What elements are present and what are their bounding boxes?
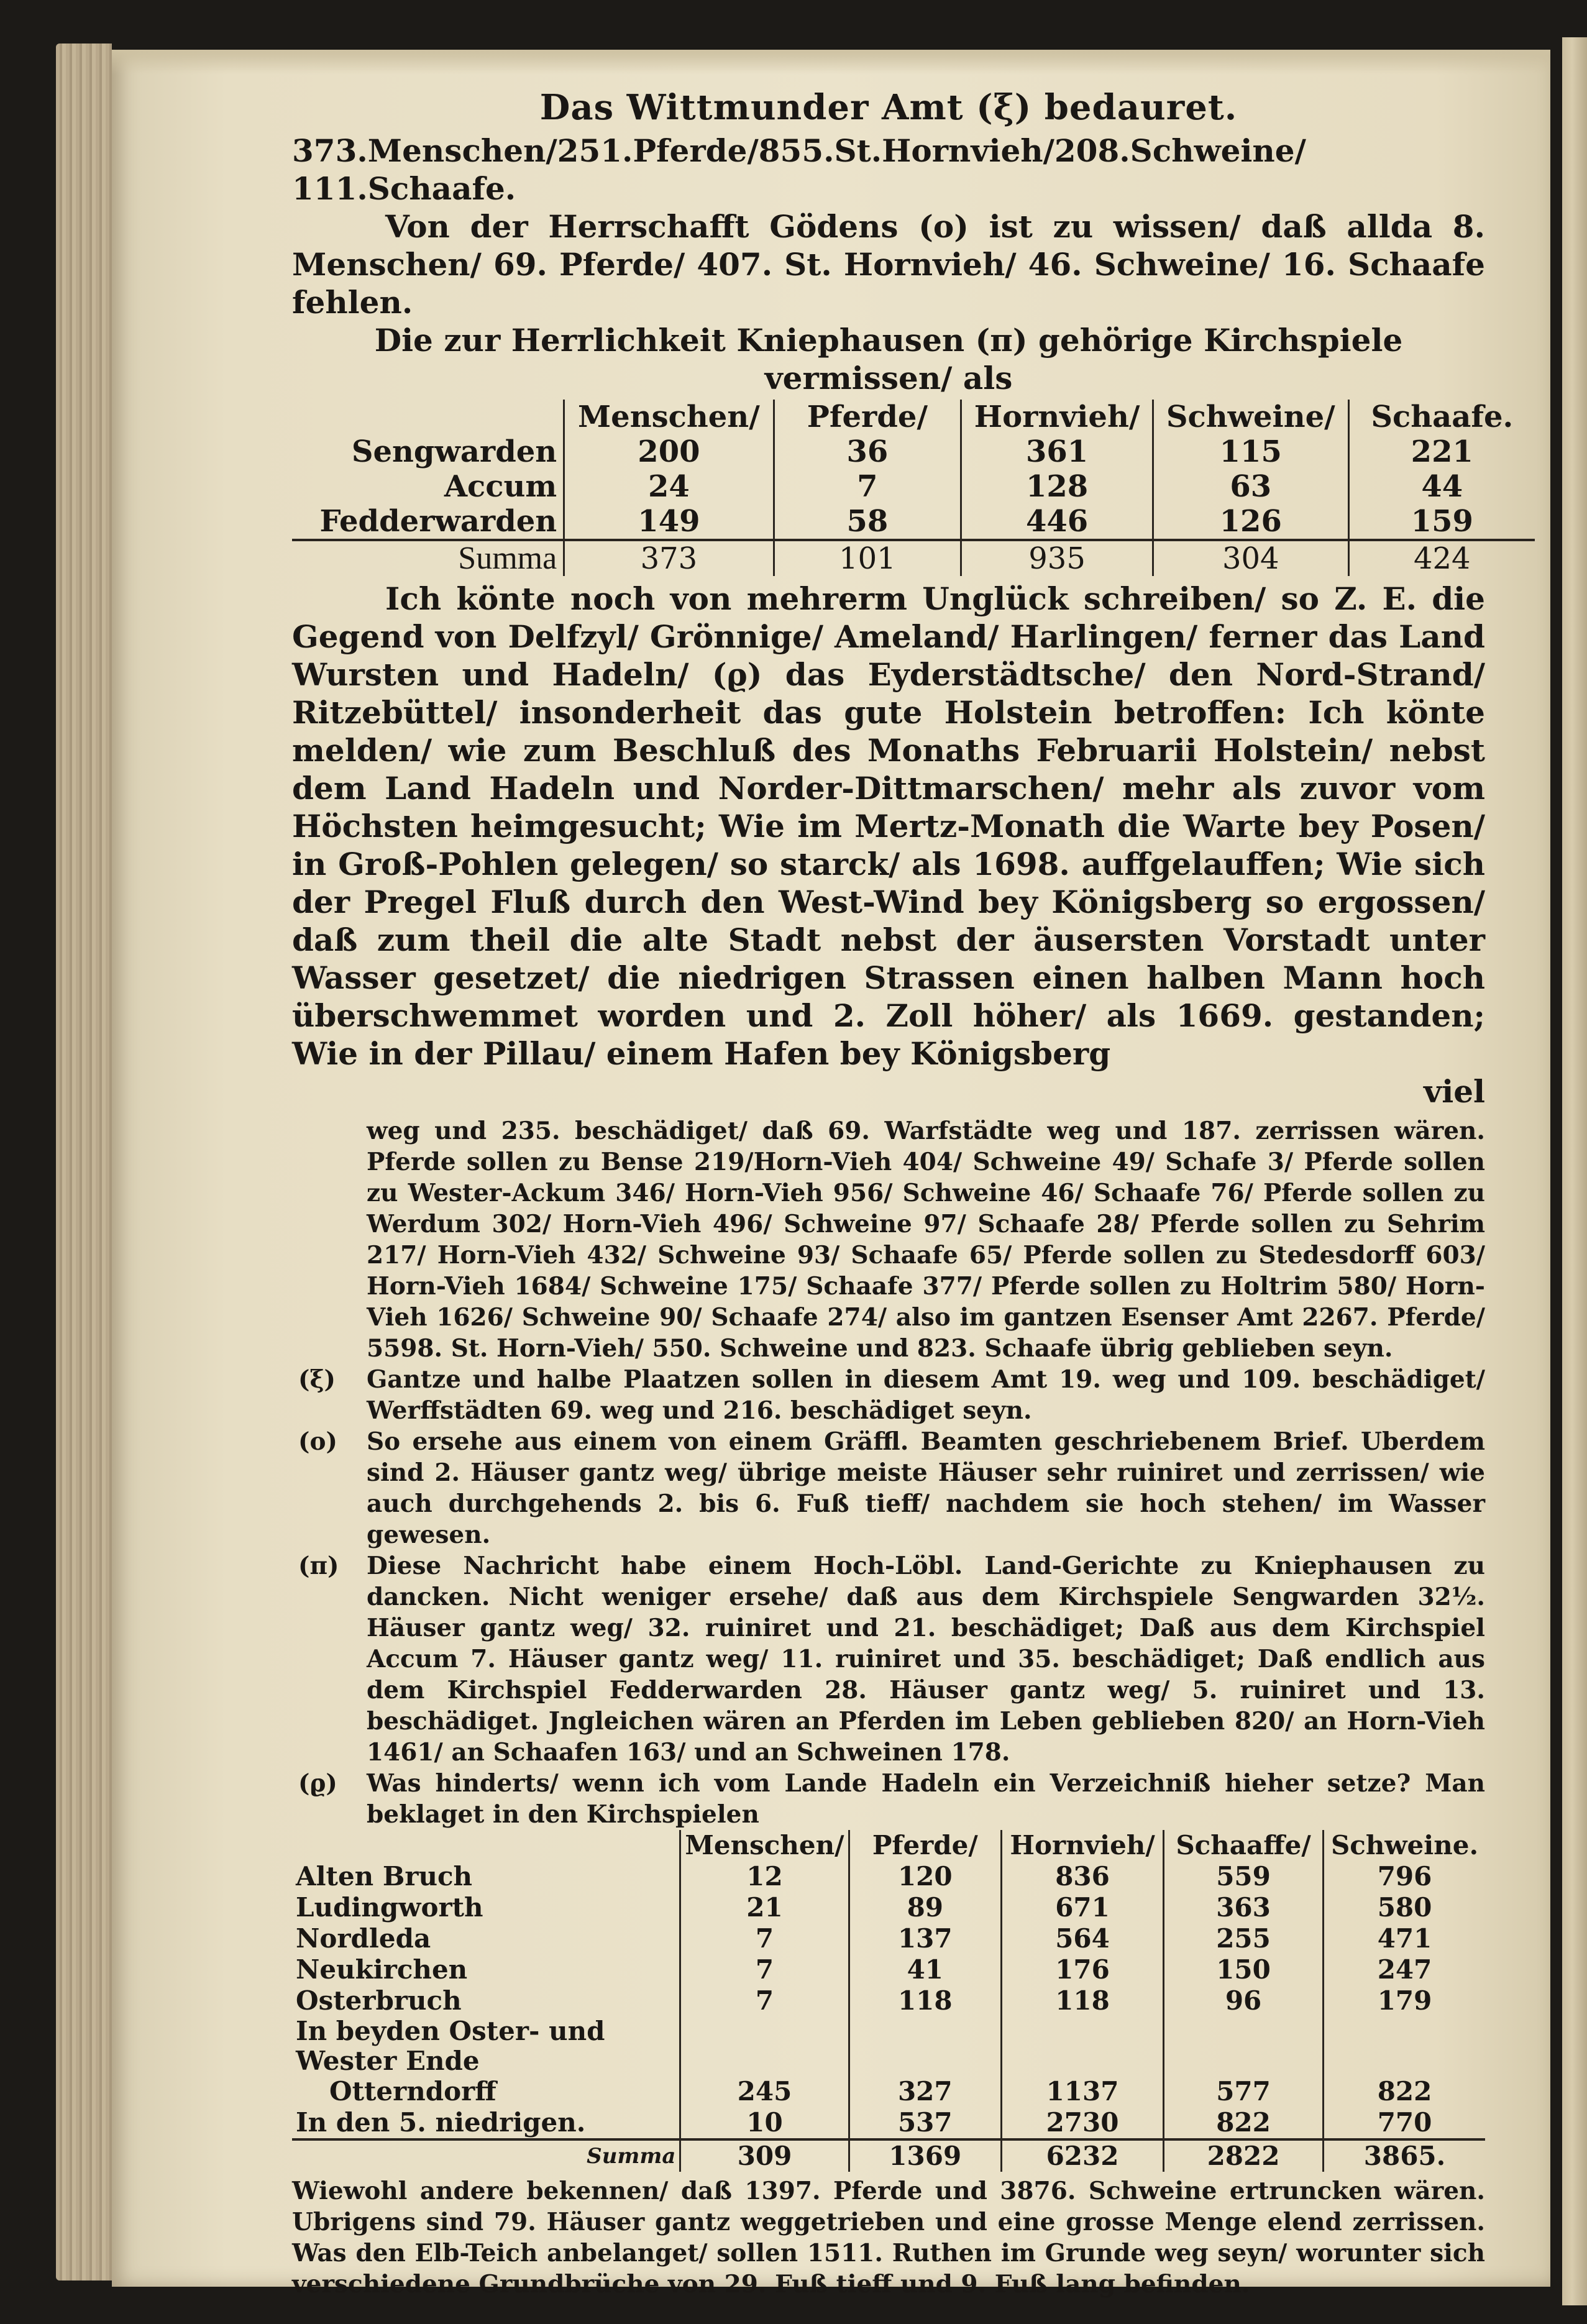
table-header: Hornvieh/	[961, 400, 1153, 434]
sum-label: Summa	[292, 540, 564, 576]
table-row	[292, 1954, 1485, 1985]
table-row	[292, 2076, 1485, 2107]
table-cell: 126	[1153, 504, 1348, 540]
sum-label: Summa	[292, 2139, 680, 2172]
footnote-text: Was hinderts/ wenn ich vom Lande Hadeln ein Verzeichniß hieher setze? Man beklaget in den Kirchspielen	[367, 1769, 1485, 1829]
table-cell: 12	[680, 1861, 849, 1892]
table-cell: 7	[680, 1954, 849, 1985]
footnote-mark: (ο)	[298, 1427, 337, 1456]
footnote-mark: (π)	[298, 1552, 339, 1580]
footnote-continuation: weg und 235. beschädiget/ daß 69. Warfstädte weg und 187. zerrissen wären. Pferde sollen zu Bense 219/Horn-Vieh 404/ Schweine 49/ Schafe 3/ Pferde sollen zu Wester-Ackum 346/ Horn-Vieh 956/ Schweine 46/ Schaafe 76/ Pferde sollen zu Werdum 302/ Horn-Vieh 496/ Schweine 97/ Schaafe 28/ Pferde sollen zu Sehrim 217/ Horn-Vieh 432/ Schweine 93/ Schaafe 65/ Pferde sollen zu Stedesdorff 603/ Horn-Vieh 1684/ Schweine 175/ Schaafe 377/ Pferde sollen zu Holtrim 580/ Horn-Vieh 1626/ Schweine 90/ Schaafe 274/ also im gantzen Esenser Amt 2267. Pferde/ 5598. St. Horn-Vieh/ 550. Schweine und 823. Schaafe übrig geblieben seyn.	[367, 1117, 1485, 1363]
table-header: Menschen/	[564, 400, 774, 434]
footnote-block	[292, 1115, 1485, 1830]
hadeln-table	[292, 1830, 1485, 2172]
table-cell	[1164, 2016, 1324, 2076]
sum-cell: 373	[564, 540, 774, 576]
table-cell: 559	[1164, 1861, 1324, 1892]
footnote-text: Diese Nachricht habe einem Hoch-Löbl. Land-Gerichte zu Kniephausen zu dancken. Nicht weniger ersehe/ daß aus dem Kirchspiele Sengwarden 32½. Häuser gantz weg/ 32. ruiniret und 21. beschädiget; Daß aus dem Kirchspiel Accum 7. Häuser gantz weg/ 11. ruiniret und 35. beschädiget; Daß endlich aus dem Kirchspiel Fedderwarden 28. Häuser gantz weg/ 5. ruiniret und 13. beschädiget. Jngleichen wären an Pferden im Leben geblieben 820/ an Horn-Vieh 1461/ an Schaafen 163/ und an Schweinen 178.	[367, 1552, 1485, 1767]
table-cell: 255	[1164, 1923, 1324, 1954]
table-cell: 221	[1348, 434, 1535, 469]
table-cell: 118	[1002, 1985, 1164, 2016]
paragraph-4: Ich könte noch von mehrerm Unglück schreiben/ so Z. E. die Gegend von Delfzyl/ Grönnige/ Ameland/ Harlingen/ ferner das Land Wursten und Hadeln/ (ϱ) das Eyderstädtsche/ den Nord-Strand/ Ritzebüttel/ insonderheit das gute Holstein betroffen: Ich könte melden/ wie zum Beschluß des Monaths Februarii Holstein/ nebst dem Land Hadeln und Norder-Dittmarschen/ mehr als zuvor vom Höchsten heimgesucht; Wie im Mertz-Monath die Warte bey Posen/ in Groß-Pohlen gelegen/ so starck/ als 1698. auffgelauffen; Wie sich der Pregel Fluß durch den West-Wind bey Königsberg so ergossen/ daß zum theil die alte Stadt nebst der äusersten Vorstadt unter Wasser gesetzet/ die niedrigen Strassen einen halben Mann hoch überschwemmet worden und 2. Zoll höher/ als 1669. gestanden; Wie in der Pillau/ einem Hafen bey Königsberg	[292, 580, 1485, 1072]
row-label: In den 5. niedrigen.	[296, 2107, 586, 2138]
row-label: Fedderwarden	[319, 504, 557, 539]
table-cell: 120	[849, 1861, 1002, 1892]
table-cell: 179	[1324, 1985, 1485, 2016]
table-cell: 361	[961, 434, 1153, 469]
footnote-text: Gantze und halbe Plaatzen sollen in diesem Amt 19. weg und 109. beschädiget/ Werffstädten 69. weg und 216. beschädiget seyn.	[367, 1365, 1485, 1425]
table-header: Schweine/	[1153, 400, 1348, 434]
table-cell: 770	[1324, 2107, 1485, 2139]
table-header: Schweine.	[1324, 1830, 1485, 1861]
table-cell: 41	[849, 1954, 1002, 1985]
book-edge-left	[56, 43, 112, 2281]
table-cell: 564	[1002, 1923, 1164, 1954]
row-label: In beyden Oster- und Wester Ende	[296, 2016, 605, 2076]
table-sum-row	[292, 2139, 1485, 2172]
table-cell: 836	[1002, 1861, 1164, 1892]
sum-cell: 3865.	[1324, 2139, 1485, 2172]
table-cell: 24	[564, 469, 774, 504]
book-edge-right	[1562, 37, 1587, 2305]
table-cell: 58	[774, 504, 961, 540]
table-header-row	[292, 400, 1535, 434]
sum-cell: 424	[1348, 540, 1535, 576]
footnote-mark: (ϱ)	[298, 1769, 337, 1798]
table-row	[292, 1985, 1485, 2016]
table-cell	[1002, 2016, 1164, 2076]
row-label: Accum	[444, 469, 557, 504]
table-header-row	[292, 1830, 1485, 1861]
table-cell: 2730	[1002, 2107, 1164, 2139]
table-header: Hornvieh/	[1002, 1830, 1164, 1861]
footnote-text: So ersehe aus einem von einem Gräffl. Beamten geschriebenem Brief. Uberdem sind 2. Häuser gantz weg/ übrige meiste Häuser sehr ruiniret und zerrissen/ wie auch durchgehends 2. bis 6. Fuß tieff/ nachdem sie hoch stehen/ im Wasser gewesen.	[367, 1427, 1485, 1549]
table-row	[292, 434, 1535, 469]
table-cell: 89	[849, 1892, 1002, 1923]
table-cell	[1324, 2016, 1485, 2076]
row-label: Sengwarden	[351, 434, 557, 469]
row-label: Nordleda	[296, 1923, 431, 1954]
sum-cell: 1369	[849, 2139, 1002, 2172]
table-sum-row	[292, 540, 1535, 576]
footnote	[298, 1550, 1485, 1768]
table-row	[292, 2107, 1485, 2139]
paragraph-1: 373.Menschen/251.Pferde/855.St.Hornvieh/208.Schweine/ 111.Schaafe.	[292, 132, 1306, 207]
table-header: Schaaffe/	[1164, 1830, 1324, 1861]
table-header: Pferde/	[774, 400, 961, 434]
table-header: Menschen/	[680, 1830, 849, 1861]
table-cell: 446	[961, 504, 1153, 540]
page-text	[292, 87, 1514, 2300]
table-cell: 471	[1324, 1923, 1485, 1954]
table-cell	[849, 2016, 1002, 2076]
sum-cell: 101	[774, 540, 961, 576]
table-cell: 7	[680, 1923, 849, 1954]
page-heading: Das Wittmunder Amt (ξ) bedauret.	[539, 87, 1238, 128]
table-row	[292, 469, 1535, 504]
table-row	[292, 504, 1535, 540]
table-cell: 247	[1324, 1954, 1485, 1985]
table-cell: 137	[849, 1923, 1002, 1954]
table-cell: 115	[1153, 434, 1348, 469]
table-cell: 671	[1002, 1892, 1164, 1923]
footnote	[298, 1768, 1485, 1830]
footnote	[298, 1426, 1485, 1550]
kniephausen-table	[292, 400, 1535, 576]
sum-cell: 2822	[1164, 2139, 1324, 2172]
final-paragraph: Wiewohl andere bekennen/ daß 1397. Pferde und 3876. Schweine ertruncken wären. Ubrigens sind 79. Häuser gantz weggetrieben und eine grosse Menge elend zerrissen. Was den Elb-Teich anbelanget/ sollen 1511. Ruthen im Grunde weg seyn/ worunter sich verschiedene Grundbrüche von 29. Fuß tieff und 9. Fuß lang befinden.	[292, 2177, 1485, 2299]
table-cell: 327	[849, 2076, 1002, 2107]
table-cell: 159	[1348, 504, 1535, 540]
table-cell: 363	[1164, 1892, 1324, 1923]
table-cell: 1137	[1002, 2076, 1164, 2107]
table-cell: 7	[680, 1985, 849, 2016]
row-label: Alten Bruch	[296, 1861, 473, 1892]
table-cell: 128	[961, 469, 1153, 504]
table-cell: 200	[564, 434, 774, 469]
table-cell: 176	[1002, 1954, 1164, 1985]
table-cell: 796	[1324, 1861, 1485, 1892]
table-row	[292, 1923, 1485, 1954]
sum-cell: 309	[680, 2139, 849, 2172]
table-cell: 822	[1164, 2107, 1324, 2139]
table-cell: 822	[1324, 2076, 1485, 2107]
table-cell: 10	[680, 2107, 849, 2139]
table-cell: 7	[774, 469, 961, 504]
table-cell: 537	[849, 2107, 1002, 2139]
table-cell: 36	[774, 434, 961, 469]
table-cell: 44	[1348, 469, 1535, 504]
table-header: Pferde/	[849, 1830, 1002, 1861]
table-cell: 21	[680, 1892, 849, 1923]
table-cell: 150	[1164, 1954, 1324, 1985]
paragraph-2: Von der Herrschafft Gödens (ο) ist zu wissen/ daß allda 8. Menschen/ 69. Pferde/ 407. St. Hornvieh/ 46. Schweine/ 16. Schaafe fehlen.	[292, 208, 1485, 321]
sum-cell: 304	[1153, 540, 1348, 576]
table-row	[292, 2016, 1485, 2076]
table-row	[292, 1861, 1485, 1892]
row-label: Otterndorff	[329, 2076, 496, 2107]
catchword: viel	[1424, 1073, 1485, 1110]
table-cell: 118	[849, 1985, 1002, 2016]
paragraph-3a: Die zur Herrlichkeit Kniephausen (π) gehörige Kirchspiele	[374, 322, 1403, 359]
row-label: Neukirchen	[296, 1954, 468, 1985]
table-cell: 96	[1164, 1985, 1324, 2016]
table-cell	[680, 2016, 849, 2076]
table-cell: 580	[1324, 1892, 1485, 1923]
table-cell: 245	[680, 2076, 849, 2107]
row-label: Ludingworth	[296, 1892, 483, 1923]
table-cell: 63	[1153, 469, 1348, 504]
sum-cell: 6232	[1002, 2139, 1164, 2172]
table-cell: 149	[564, 504, 774, 540]
table-cell: 577	[1164, 2076, 1324, 2107]
sum-cell: 935	[961, 540, 1153, 576]
footnote-mark: (ξ)	[298, 1365, 336, 1394]
table-row	[292, 1892, 1485, 1923]
row-label: Osterbruch	[296, 1985, 462, 2016]
footnote	[298, 1364, 1485, 1426]
table-header: Schaafe.	[1348, 400, 1535, 434]
paragraph-3b: vermissen/ als	[764, 360, 1013, 396]
